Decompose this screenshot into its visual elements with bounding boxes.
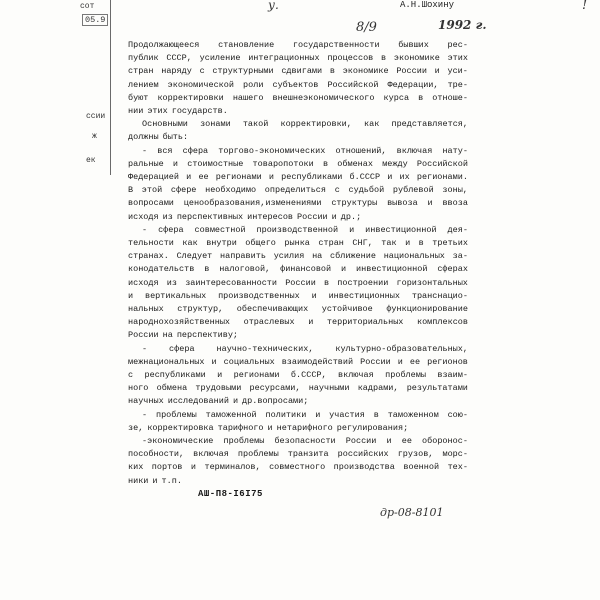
text-line: странах. Следует направить усилия на сближение национальных за- xyxy=(128,251,468,262)
text-line: Продолжающееся становление государственности бывших рес- xyxy=(128,40,468,50)
text-line: ральные и стоимостные товаропотоки в обменах между Российской xyxy=(128,158,468,169)
margin-label-1: ссии xyxy=(86,112,106,121)
text-line: тельности как внутри общего рынка стран СНГ, так и в третьих xyxy=(128,238,468,248)
text-line: лением экономической роли субъектов Российской Федерации, тре- xyxy=(128,79,468,90)
margin-label-2: ж xyxy=(92,132,97,141)
left-margin-strip xyxy=(0,0,110,600)
text-line: нальных структур, обеспечивающих устойчивое функционирование xyxy=(128,304,468,314)
recipient: А.Н.Шохину xyxy=(400,0,455,10)
text-line: народнохозяйственных отраслевых и территориальных комплексов xyxy=(128,317,468,328)
text-line: буют корректировки нашего внешнеэкономического курса в отноше- xyxy=(128,92,468,103)
body-text xyxy=(128,40,473,500)
text-line: -экономические проблемы безопасности России и ее обороноc- xyxy=(142,436,468,446)
text-line: ники и т.п. xyxy=(128,475,182,486)
text-line: - сфера совместной производственной и инвестиционной дея- xyxy=(142,224,468,235)
text-line: ких портов и терминалов, совместного производства военной тех- xyxy=(128,462,468,473)
text-line: научных исследований и др.вопросами; xyxy=(128,396,309,407)
margin-stamp-date: 05.9 xyxy=(82,14,108,26)
year-note: 1992 г. xyxy=(438,18,487,32)
margin-stamp-top: сот xyxy=(80,2,95,11)
text-line: стран наряду с структурными сдвигами в экономике России и уси- xyxy=(128,66,468,77)
text-line: исходя из заинтересованности России в построении горизонтальных xyxy=(128,277,468,288)
margin-label-3: ек xyxy=(86,156,96,165)
text-line: ного обмена трудовыми ресурсами, научными кадрами, результатами xyxy=(128,383,468,394)
text-line: конодательств в налоговой, финансовой и инвестиционной сферах xyxy=(128,264,468,275)
top-scribble: у. xyxy=(268,0,279,12)
text-line: В этой сфере необходимо определиться с судьбой рублевой зоны, xyxy=(128,185,468,196)
text-line: - сфера научно-технических, культурно-образовательных, xyxy=(142,343,468,354)
text-line: должны быть: xyxy=(128,132,189,143)
text-line: публик СССР, усиление интеграционных процессов в экономике этих xyxy=(128,53,468,64)
margin-rule xyxy=(110,0,111,175)
text-line: зе, корректировка тарифного и нетарифного регулирования; xyxy=(128,422,409,433)
text-line: нии этих государств. xyxy=(128,106,228,116)
text-line: России на перспективу; xyxy=(128,330,239,341)
text-line: - проблемы таможенной политики и участия в таможенном сою- xyxy=(142,409,468,420)
text-line: исходя из перспективных интересов России и др.; xyxy=(128,211,362,222)
text-line: межнациональных и социальных взаимодействий России и ее регионов xyxy=(128,356,468,367)
text-line: пособности, включая проблемы транзита российских грузов, морс- xyxy=(128,449,468,460)
text-line: - вся сфера торгово-экономических отношений, включая нату- xyxy=(142,145,468,156)
registration-note: 8/9 xyxy=(356,20,377,35)
handwritten-reference: др-08-8101 xyxy=(380,506,444,519)
corner-mark: ! xyxy=(582,0,588,13)
text-line: и вертикальных производственных и инвестиционных транснацио- xyxy=(128,290,468,301)
text-line: вопросами ценообразования,изменениями структуры вывоза и ввоза xyxy=(128,198,468,209)
text-line: Федерацией и ее регионами и республиками б.СССР и их регионами. xyxy=(128,172,468,182)
document-code: АШ-П8-I6I75 xyxy=(198,489,263,499)
text-line: с республиками и регионами б.СССР, включая проблемы взаим- xyxy=(128,370,468,380)
text-line: Основными зонами такой корректировки, как представляется, xyxy=(142,119,468,130)
